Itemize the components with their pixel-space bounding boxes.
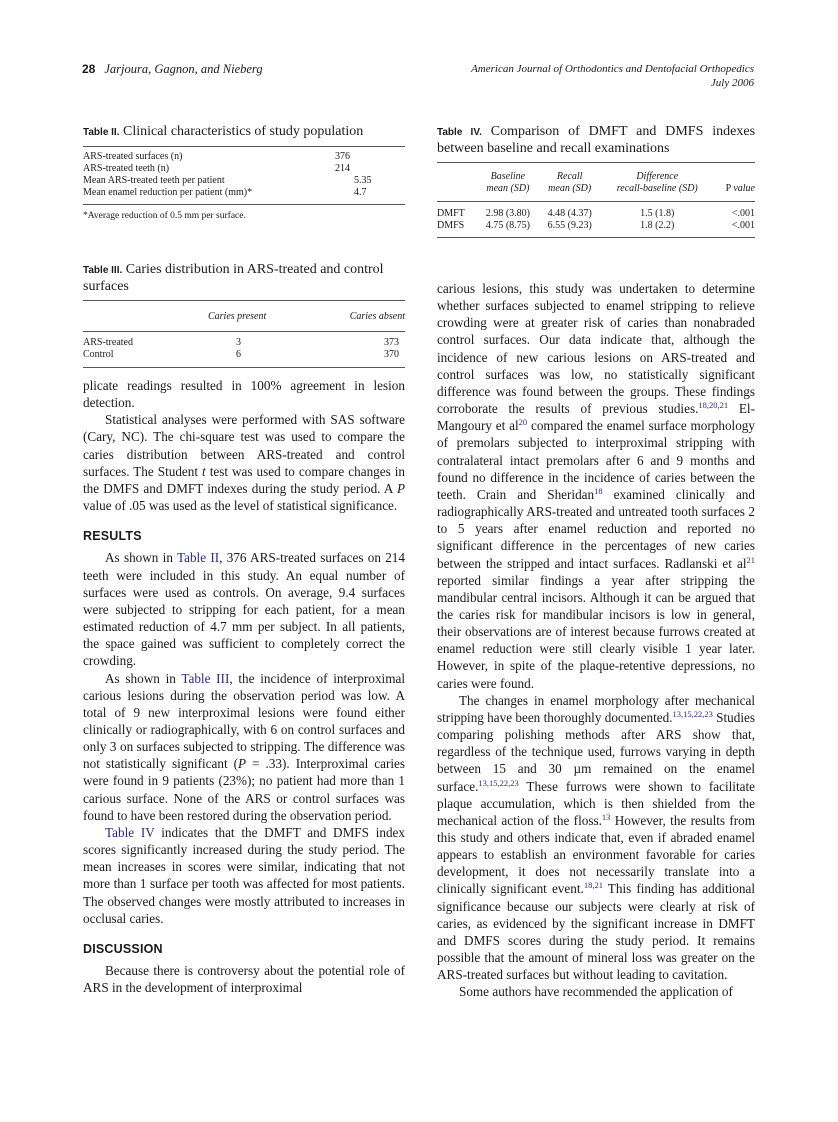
text-run: test was used to compare changes in the DMFS and DMFT indexes during the study period. A xyxy=(83,463,405,496)
paragraph-discussion-3 xyxy=(437,692,755,984)
table-row xyxy=(437,202,755,221)
paragraph: plicate readings resulted in 100% agreement in lesion detection. xyxy=(83,378,405,411)
text-run: As shown in xyxy=(105,550,177,566)
section-heading-results: RESULTS xyxy=(83,529,142,544)
table-row xyxy=(83,175,405,187)
table-4-grid xyxy=(437,162,755,238)
table-cell-label: ARS-treated surfaces (n) xyxy=(83,151,183,162)
text-run: , the incidence of interproximal carious lesions during the observation period was low. A total of 9 new interproximal lesions were found either clinically or radiographically, with 6 on control surfaces and only 3 on surfaces subjected to stripping. The difference was not statistically significant ( xyxy=(83,670,405,772)
text-run: El-Mangoury et al xyxy=(437,401,755,434)
header-line: P value xyxy=(725,183,755,194)
text-run: value of .05 was used as the level of statistical significance. xyxy=(83,498,398,514)
page-number: 28 xyxy=(82,62,96,76)
table-header-cell xyxy=(714,163,755,202)
table-header-row xyxy=(83,301,405,332)
table-2-caption xyxy=(83,124,405,141)
table-cell-value: 214 xyxy=(335,163,350,174)
text-run: These furrows were shown to facilitate plaque accumulation, which is then shielded from the mechanical action of the floss. xyxy=(437,778,755,828)
table-header-cell xyxy=(83,301,178,332)
table-header-cell xyxy=(437,163,477,202)
table-header-cell xyxy=(539,163,601,202)
table-2 xyxy=(83,124,405,221)
table-cell-label: DMFT xyxy=(437,208,465,219)
table-header-row xyxy=(437,163,755,202)
table-cell-value: 4.7 xyxy=(354,187,367,198)
header-line: mean (SD) xyxy=(548,183,592,194)
table-cell-p: <.001 xyxy=(731,208,755,219)
citation[interactable]: 13 xyxy=(601,811,611,822)
citation[interactable]: 13,15,22,23 xyxy=(672,708,713,719)
citation[interactable]: 13,15,22,23 xyxy=(478,777,519,788)
table-3-caption xyxy=(83,262,405,295)
table-header-cell xyxy=(477,163,539,202)
text-run: The changes in enamel morphology after mechanical stripping have been thoroughly documented. xyxy=(437,692,755,725)
table-cell-p: <.001 xyxy=(731,220,755,231)
table-cell-label: Mean enamel reduction per patient (mm)* xyxy=(83,187,253,198)
table-cell-absent: 370 xyxy=(384,349,399,360)
table-4 xyxy=(437,124,755,238)
link-table-3[interactable]: Table III xyxy=(181,670,230,686)
paragraph-discussion-1: Because there is controversy about the potential role of ARS in the development of interproximal xyxy=(83,963,405,996)
table-4-title: Comparison of DMFT and DMFS indexes between baseline and recall examinations xyxy=(437,124,756,156)
text-run: t xyxy=(202,463,206,479)
text-run: P xyxy=(396,480,405,496)
journal-title: American Journal of Orthodontics and Dentofacial Orthopedics xyxy=(471,63,754,75)
table-row xyxy=(83,332,405,350)
text-run: carious lesions, this study was undertaken to determine whether surfaces subjected to enamel stripping to relieve crowding were at greater risk of caries than nonabraded control surfaces. Our data indicate that, although the incidence of new carious lesions on ARS-treated and control surfaces was low, no statistically significant difference was found between the groups. These findings corroborate the results of previous studies. xyxy=(437,281,755,417)
table-header-cell xyxy=(601,163,714,202)
text-run: = .33). Interproximal caries were found in 9 patients (23%); no patient had more than 1 carious surface. None of the ARS or control surfaces was found to have been restored during the observation period. xyxy=(83,756,405,823)
table-cell-present: 3 xyxy=(236,337,241,348)
text-run: , 376 ARS-treated surfaces on 214 teeth were included in this study. An equal number of surfaces were used as controls. On average, 9.4 surfaces were subjected to stripping for each patient, for a mean estimated reduction of 4.7 mm per subject. In all patients, the space gained was sufficient to completely correct the crowding. xyxy=(83,550,405,669)
table-cell-present: 6 xyxy=(236,349,241,360)
text-run: P xyxy=(238,756,247,772)
link-table-2[interactable]: Table II xyxy=(176,550,220,566)
table-row xyxy=(83,147,405,164)
right-column xyxy=(437,124,756,1000)
table-3 xyxy=(83,262,405,368)
header-right xyxy=(471,62,754,90)
table-cell-label: ARS-treated teeth (n) xyxy=(83,163,170,174)
section-heading-discussion: DISCUSSION xyxy=(83,941,163,956)
header-line: mean (SD) xyxy=(486,183,530,194)
paragraph-discussion-4: Some authors have recommended the application of xyxy=(459,984,733,1000)
citation[interactable]: 20 xyxy=(518,417,528,428)
text-run: Statistical analyses were performed with SAS software (Cary, NC). The chi-square test was used to compare the caries distribution between ARS-treated and control surfaces. The Student xyxy=(83,412,405,479)
table-cell-label: ARS-treated xyxy=(83,337,133,348)
table-row xyxy=(83,163,405,175)
table-row xyxy=(83,187,405,205)
citation[interactable]: 18,21 xyxy=(583,880,603,891)
table-row xyxy=(437,220,755,238)
citation[interactable]: 18,20,21 xyxy=(698,400,729,411)
table-cell-recall: 6.55 (9.23) xyxy=(547,220,592,231)
link-table-4[interactable]: Table IV xyxy=(105,824,155,840)
paragraph-discussion-2 xyxy=(437,280,755,692)
table-cell-label: DMFS xyxy=(437,220,465,231)
citation[interactable]: 21 xyxy=(746,554,755,565)
text-run: compared the enamel surface morphology of premolars subjected to interproximal stripping with contralateral intact premolars after 6 and 9 months and found no difference in the incidence of caries between the teeth. Crain and Sheridan xyxy=(437,418,755,502)
table-header-cell: Caries absent xyxy=(349,311,405,322)
paragraph-statistics xyxy=(83,411,405,514)
left-column xyxy=(83,124,405,996)
text-run: As shown in xyxy=(105,670,182,686)
text-run: reported similar findings a year after stripping the mandibular central incisors. Although it can be argued that the caries risk for mandibular incisors is low in general, their observations are of interest because furrows created at enamel reduction were still clearly visible 1 year later. However, in spite of the plaque-retentive depressions, no caries were found. xyxy=(437,572,755,691)
running-header xyxy=(82,62,754,96)
table-2-label: Table II. xyxy=(83,127,120,138)
left-body xyxy=(83,377,405,996)
table-3-grid xyxy=(83,300,405,368)
table-cell-recall: 4.48 (4.37) xyxy=(547,208,592,219)
table-cell-label: Control xyxy=(83,349,114,360)
table-cell-baseline: 2.98 (3.80) xyxy=(485,208,530,219)
table-row xyxy=(83,349,405,368)
issue-date: July 2006 xyxy=(710,77,754,89)
table-cell-value: 376 xyxy=(335,151,350,162)
table-4-label: Table IV. xyxy=(437,127,482,138)
header-line: recall-baseline (SD) xyxy=(616,183,698,194)
text-run: indicates that the DMFT and DMFS index scores significantly increased during the study period. The mean increases in scores were similar, indicating that not more than 1 surface per tooth was affected for most patients. The observed changes were mostly attributed to increases in occlusal caries. xyxy=(83,824,405,926)
table-cell-baseline: 4.75 (8.75) xyxy=(485,220,530,231)
citation[interactable]: 18 xyxy=(594,485,603,496)
table-2-footnote: *Average reduction of 0.5 mm per surface. xyxy=(83,211,246,221)
table-cell-difference: 1.5 (1.8) xyxy=(640,208,675,219)
header-line: Recall xyxy=(556,171,583,182)
right-body xyxy=(437,280,755,1001)
text-run: This finding has additional significance because our subjects were clearly at risk of caries, as evidenced by the significant increase in DMFT and DMFS scores during the study period. It remains possible that the amount of mineral loss was greater on the ARS-treated surfaces but without leading to cavitation. xyxy=(437,881,755,983)
table-cell-difference: 1.8 (2.2) xyxy=(640,220,675,231)
header-authors: Jarjoura, Gagnon, and Nieberg xyxy=(104,62,263,76)
table-4-caption xyxy=(437,124,755,157)
table-2-title: Clinical characteristics of study population xyxy=(123,124,364,139)
table-3-title: Caries distribution in ARS-treated and control surfaces xyxy=(83,262,384,294)
paragraph-results-1 xyxy=(83,549,405,669)
table-3-label: Table III. xyxy=(83,265,123,276)
table-header-cell: Caries present xyxy=(208,311,267,322)
table-2-grid xyxy=(83,146,405,205)
header-left xyxy=(82,62,263,77)
paragraph-results-3 xyxy=(83,824,405,927)
header-line: Difference xyxy=(636,171,679,182)
text-run: Studies comparing polishing methods after ARS show that, regardless of the technique used, furrows varying in depth between 15 and 30 µm remained on the enamel surface. xyxy=(437,709,756,794)
table-cell-label: Mean ARS-treated teeth per patient xyxy=(83,175,225,186)
table-cell-value: 5.35 xyxy=(354,175,372,186)
text-run: examined clinically and radiographically ARS-treated and untreated tooth surfaces 2 to 5 years after enamel reduction and reported no significant difference in the percentages of new caries between the stripped and intact surfaces. Radlanski et al xyxy=(437,486,755,571)
header-line: Baseline xyxy=(490,171,526,182)
text-run: However, the results from this study and others indicate that, even if abraded enamel appears to establish an environment favorable for caries development, it does not necessarily translate into a clinically significant event. xyxy=(437,812,755,897)
table-cell-absent: 373 xyxy=(384,337,399,348)
paragraph-results-2 xyxy=(83,670,405,824)
